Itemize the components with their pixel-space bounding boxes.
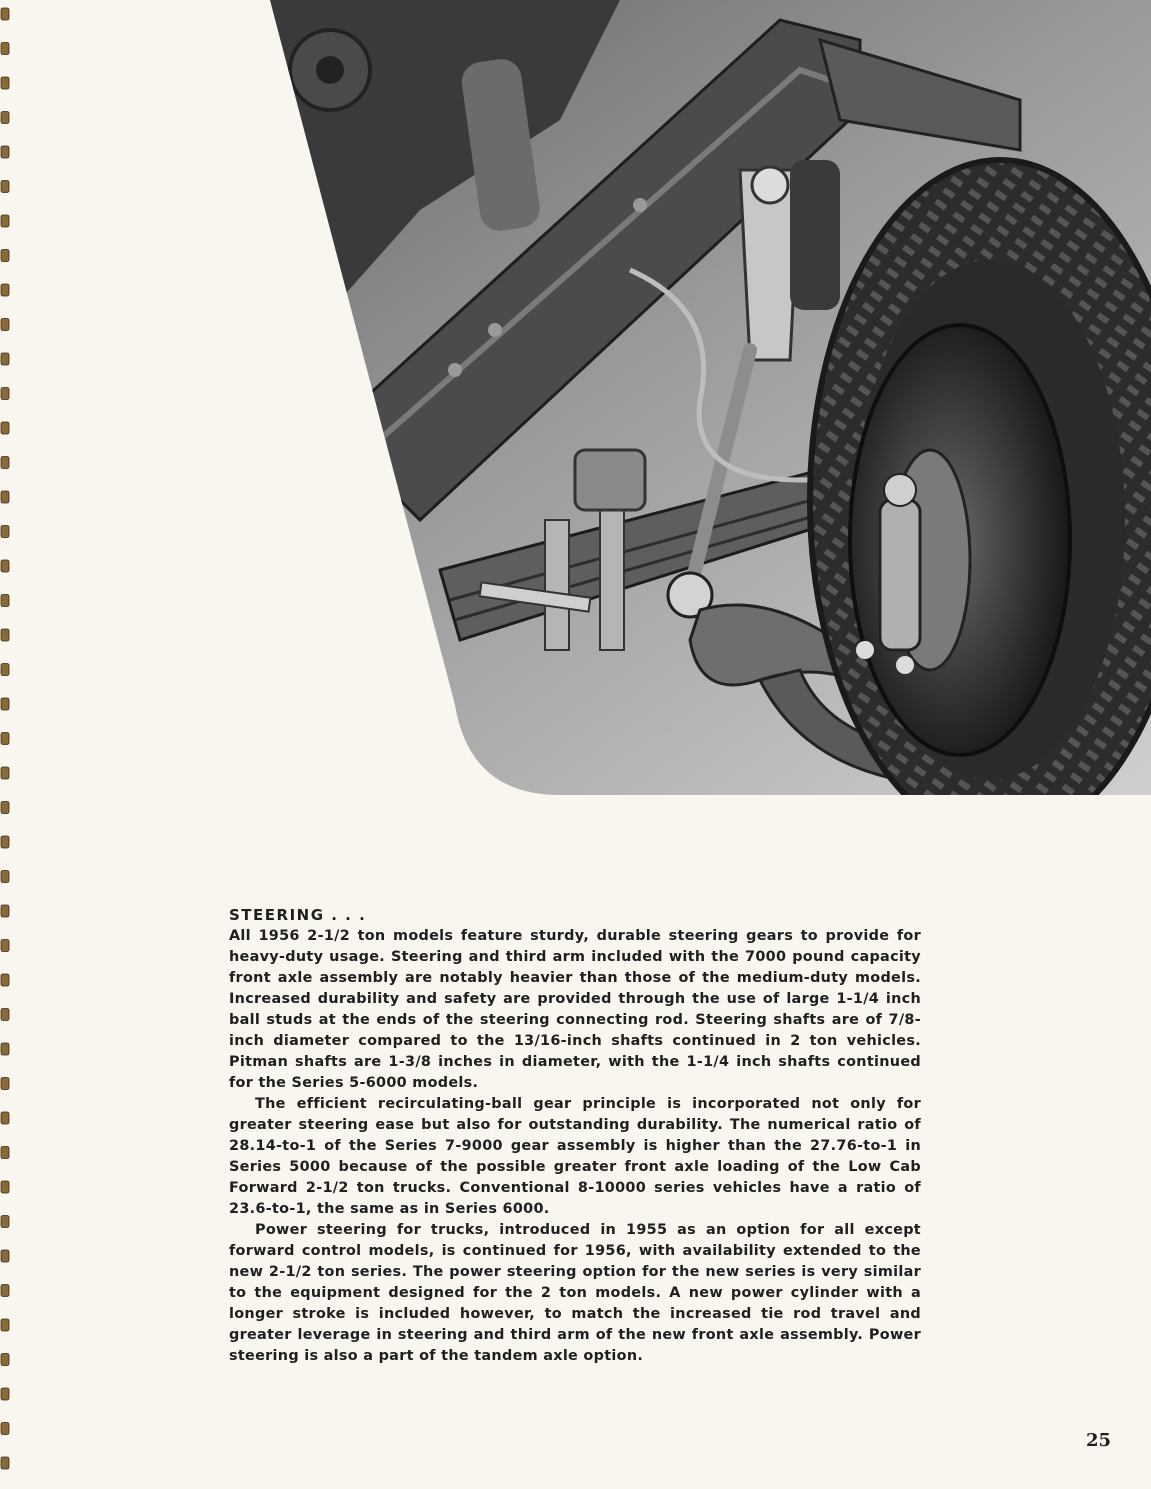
binding-ring [1, 1147, 9, 1159]
paragraph-2: The efficient recirculating-ball gear principle is incorporated not only for greater steering ease but also for outstanding durability. The numerical ratio of 28.14-to-1 of the Series 7-9000 gear assembly is higher than the 27.76-to-1 in Series 5000 because of the possible greater front axle loading of the Low Cab Forward 2-1/2 ton trucks. Conventional 8-10000 series vehicles have a ratio of 23.6-to-1, the same as in Series 6000. [229, 1096, 921, 1217]
binding-ring [1, 974, 9, 986]
binding-ring [1, 1009, 9, 1021]
binding-ring [1, 802, 9, 814]
binding-ring [1, 1043, 9, 1055]
paragraph-3: Power steering for trucks, introduced in 1955 as an option for all except forward control models, is continued for 1956, with availability extended to the new 2-1/2 ton series. The power steering option for the new series is very similar to the equipment designed for the 2 ton models. A new power cylinder with a longer stroke is included however, to match the increased tie rod travel and greater leverage in steering and third arm of the new front axle assembly. Power steering is also a part of the tandem axle option. [229, 1222, 921, 1364]
binding-ring [1, 1319, 9, 1331]
binding-ring [1, 836, 9, 848]
binding-ring [1, 1423, 9, 1435]
binding-ring [1, 1354, 9, 1366]
binding-ring [1, 1112, 9, 1124]
binding-ring [1, 940, 9, 952]
binding-ring [1, 1216, 9, 1228]
section-heading: STEERING . . . [229, 906, 367, 924]
binding-ring [1, 1078, 9, 1090]
steering-article [229, 904, 921, 1367]
binding-ring [1, 871, 9, 883]
paragraph-1: All 1956 2-1/2 ton models feature sturdy, durable steering gears to provide for heavy-duty usage. Steering and third arm included with the 7000 pound capacity front axle assembly are notably heavier than those of the medium-duty models. Increased durability and safety are provided through the use of large 1-1/4 inch ball studs at the ends of the steering connecting rod. Steering shafts are of 7/8-inch diameter compared to the 13/16-inch shafts continued in 2 ton vehicles. Pitman shafts are 1-3/8 inches in diameter, with the 1-1/4 inch shafts continued for the Series 5-6000 models. [229, 928, 921, 1091]
binding-ring [1, 1285, 9, 1297]
binding-ring [1, 1250, 9, 1262]
binding-ring [1, 1388, 9, 1400]
page-number: 25 [1085, 1430, 1111, 1451]
binding-ring [1, 1181, 9, 1193]
binding-ring [1, 1457, 9, 1469]
binding-ring [1, 905, 9, 917]
